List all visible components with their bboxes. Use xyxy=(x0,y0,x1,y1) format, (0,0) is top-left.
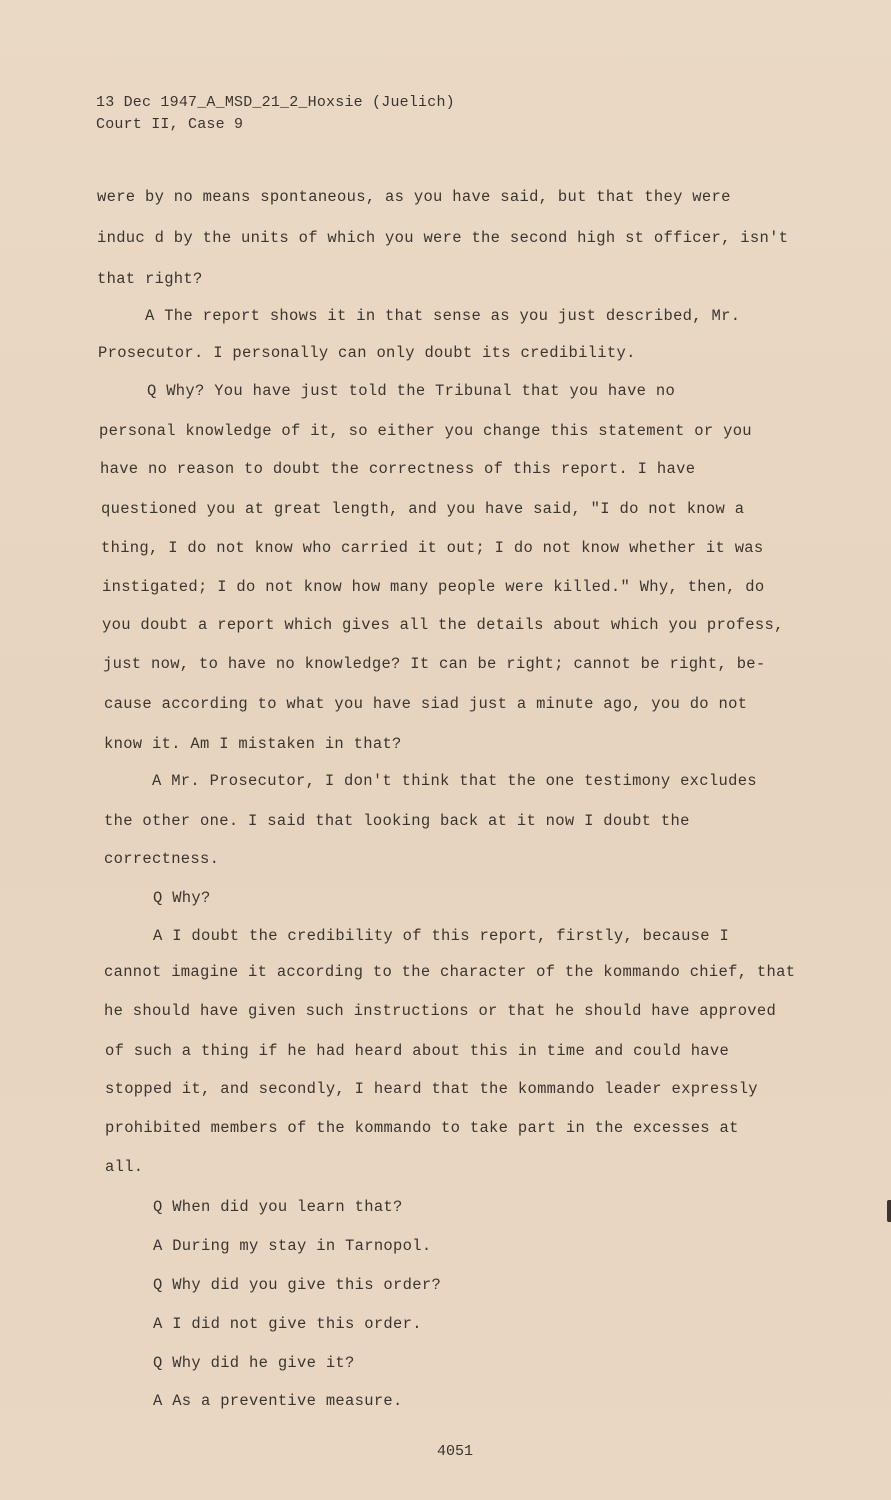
text-line: Q Why? You have just told the Tribunal that you have no xyxy=(147,382,676,400)
text-line: induc d by the units of which you were the second high st officer, isn't xyxy=(97,229,789,247)
text-line: of such a thing if he had heard about this in time and could have xyxy=(105,1042,730,1060)
text-line: stopped it, and secondly, I heard that the kommando leader expressly xyxy=(105,1080,758,1098)
text-line: Q Why did you give this order? xyxy=(153,1276,442,1294)
header-date-line: 13 Dec 1947_A_MSD_21_2_Hoxsie (Juelich) xyxy=(96,94,455,111)
text-line: A As a preventive measure. xyxy=(153,1392,403,1410)
document-header xyxy=(96,92,455,136)
text-line: cause according to what you have siad just a minute ago, you do not xyxy=(104,695,748,713)
text-line: you doubt a report which gives all the details about which you profess, xyxy=(102,616,784,634)
text-line: A I did not give this order. xyxy=(153,1315,422,1333)
text-line: instigated; I do not know how many people were killed." Why, then, do xyxy=(102,578,765,596)
text-line: were by no means spontaneous, as you have said, but that they were xyxy=(97,188,731,206)
text-line: that right? xyxy=(97,270,203,288)
text-line: correctness. xyxy=(104,850,220,868)
text-line: thing, I do not know who carried it out; I do not know whether it was xyxy=(101,539,764,557)
text-line: prohibited members of the kommando to take part in the excesses at xyxy=(105,1119,739,1137)
text-line: A I doubt the credibility of this report, firstly, because I xyxy=(153,927,730,945)
text-line: Prosecutor. I personally can only doubt its credibility. xyxy=(98,344,636,362)
text-line: Q Why did he give it? xyxy=(153,1354,355,1372)
text-line: all. xyxy=(105,1158,144,1176)
text-line: Q When did you learn that? xyxy=(153,1198,403,1216)
text-line: Q Why? xyxy=(153,889,211,907)
text-line: have no reason to doubt the correctness of this report. I have xyxy=(100,460,696,478)
text-line: A The report shows it in that sense as you just described, Mr. xyxy=(145,307,741,325)
text-line: questioned you at great length, and you have said, "I do not know a xyxy=(101,500,745,518)
text-line: just now, to have no knowledge? It can be right; cannot be right, be- xyxy=(103,655,766,673)
text-line: the other one. I said that looking back at it now I doubt the xyxy=(104,812,690,830)
text-line: know it. Am I mistaken in that? xyxy=(104,735,402,753)
text-line: A During my stay in Tarnopol. xyxy=(153,1237,432,1255)
text-line: personal knowledge of it, so either you change this statement or you xyxy=(99,422,752,440)
page-number: 4051 xyxy=(437,1443,474,1460)
header-court-line: Court II, Case 9 xyxy=(96,116,244,133)
text-line: cannot imagine it according to the character of the kommando chief, that xyxy=(104,963,796,981)
text-line: A Mr. Prosecutor, I don't think that the one testimony excludes xyxy=(152,772,757,790)
binding-mark xyxy=(887,1200,891,1222)
text-line: he should have given such instructions or that he should have approved xyxy=(104,1002,777,1020)
